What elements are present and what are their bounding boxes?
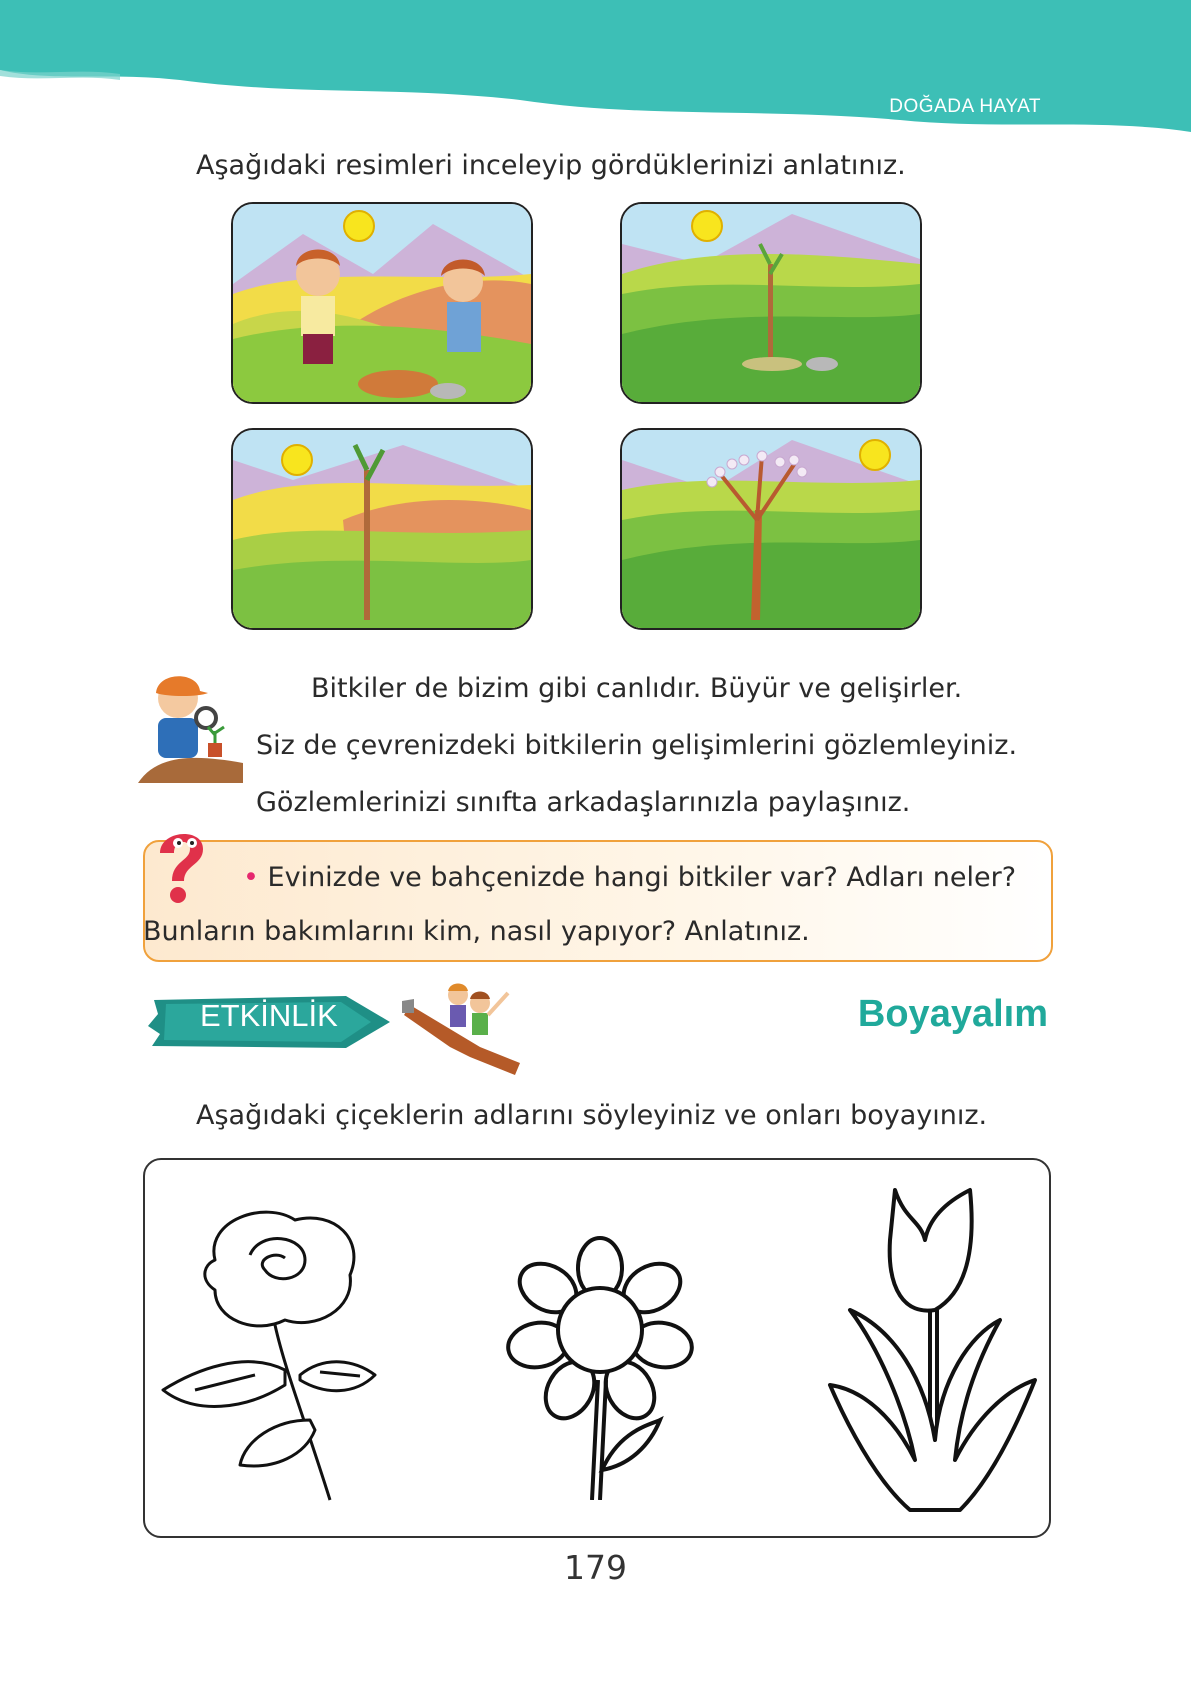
question-line: Evinizde ve bahçenizde hangi bitkiler var? Adları neler? — [267, 862, 1017, 893]
flower-coloring-box — [143, 1158, 1051, 1538]
scene-blossom-tree-image — [620, 428, 922, 630]
scene-sapling-image — [620, 202, 922, 404]
tulip-outline-icon — [825, 1180, 1040, 1520]
page-number: 179 — [564, 1548, 627, 1587]
bullet-marker: • — [243, 862, 259, 893]
activity-title: Boyayalım — [857, 993, 1048, 1035]
scene-growing-tree-image — [231, 428, 533, 630]
boy-magnifier-illustration — [138, 663, 243, 783]
activity-instruction: Aşağıdaki çiçeklerin adlarını söyleyiniz ve onları boyayınız. — [196, 1100, 988, 1131]
activity-label: ETKİNLİK — [200, 998, 338, 1033]
info-line: Gözlemlerinizi sınıfta arkadaşlarınızla paylaşınız. — [256, 787, 911, 818]
header-band — [0, 0, 1191, 140]
kids-on-paintbrush-illustration — [400, 975, 530, 1083]
scene-planting-image — [231, 202, 533, 404]
daisy-outline-icon — [500, 1230, 700, 1500]
section-title: DOĞADA HAYAT — [889, 96, 1041, 117]
rose-outline-icon — [155, 1200, 385, 1520]
question-line: Bunların bakımlarını kim, nasıl yapıyor? Anlatınız. — [143, 916, 810, 947]
question-text — [143, 851, 1043, 959]
info-line: Bitkiler de bizim gibi canlıdır. Büyür ve gelişirler. — [311, 673, 963, 704]
info-paragraph — [256, 660, 1042, 831]
info-line: Siz de çevrenizdeki bitkilerin gelişimlerini gözlemleyiniz. — [256, 730, 1018, 761]
intro-instruction: Aşağıdaki resimleri inceleyip gördüklerinizi anlatınız. — [196, 150, 906, 181]
